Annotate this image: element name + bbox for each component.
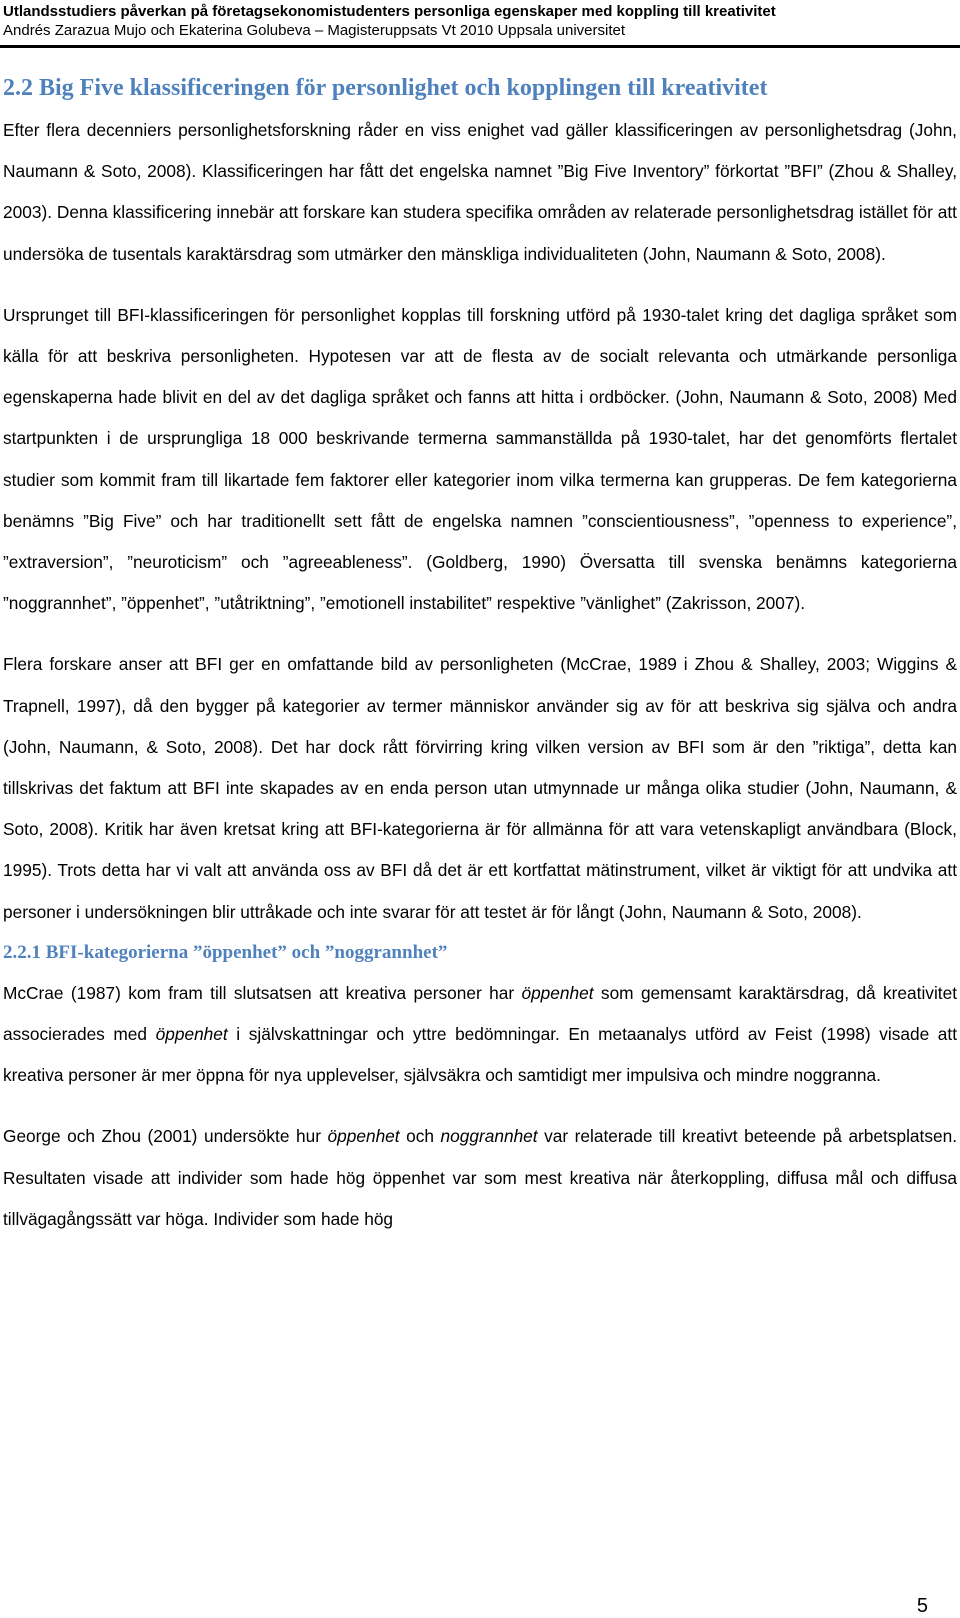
italic-term: noggrannhet: [440, 1126, 538, 1147]
paragraph-spacer: [3, 624, 957, 644]
section-heading: 2.2 Big Five klassificeringen för personlighet och kopplingen till kreativitet: [3, 75, 768, 101]
paragraph-spacer: [3, 1096, 957, 1116]
text-run: och: [399, 1126, 441, 1147]
text-run: George och Zhou (2001) undersökte hur: [3, 1126, 328, 1147]
page-content: [3, 66, 957, 1240]
body-paragraph-2: Ursprunget till BFI-klassificeringen för personlighet kopplas till forskning utförd på 1930-talet kring det dagliga språket som källa för att beskriva personligheten. Hypotesen var att de flesta av de socialt relevanta och utmärkande personliga egenskaperna hade blivit en del av det dagliga språket och fanns att hitta i ordböcker. (John, Naumann & Soto, 2008) Med startpunkten i de ursprungliga 18 000 beskrivande termerna sammanställda på 1930-talet, har det genomförts flertalet studier som kommit fram till likartade fem faktorer eller kategorier inom vilka termerna kan grupperas. De fem kategorierna benämns ”Big Five” och har traditionellt sett fått de engelska namnen ”conscientiousness”, ”openness to experience”, ”extraversion”, ”neuroticism” och ”agreeableness”. (Goldberg, 1990) Översatta till svenska benämns kategorierna ”noggrannhet”, ”öppenhet”, ”utåtriktning”, ”emotionell instabilitet” respektive ”vänlighet” (Zakrisson, 2007).: [3, 304, 957, 614]
body-paragraph-5: [3, 1116, 957, 1240]
header-divider: [0, 45, 960, 48]
subsection-heading: 2.2.1 BFI-kategorierna ”öppenhet” och ”noggrannhet”: [3, 941, 448, 963]
body-paragraph-4: [3, 973, 957, 1097]
text-run: var relaterade till kreativt beteende på arbetsplatsen. Resultaten visade att individer som hade hög öppenhet var som mest kreativa när återkoppling, diffusa mål och diffusa tillvägagångssätt var höga. Individer som hade hög: [3, 1126, 957, 1229]
italic-term: öppenhet: [521, 982, 594, 1003]
header-subtitle: Andrés Zarazua Mujo och Ekaterina Golubeva – Magisteruppsats Vt 2010 Uppsala universitet: [3, 22, 626, 39]
header-title: Utlandsstudiers påverkan på företagsekonomistudenters personliga egenskaper med koppling till kreativitet: [3, 3, 776, 20]
page-number: 5: [916, 1595, 928, 1617]
paragraph-spacer: [3, 275, 957, 295]
italic-term: öppenhet: [327, 1126, 400, 1147]
running-header: [3, 0, 957, 40]
body-paragraph-1: Efter flera decenniers personlighetsforskning råder en viss enighet vad gäller klassificeringen av personlighetsdrag (John, Naumann & Soto, 2008). Klassificeringen har fått det engelska namnet ”Big Five Inventory” förkortat ”BFI” (Zhou & Shalley, 2003). Denna klassificering innebär att forskare kan studera specifika områden av relaterade personlighetsdrag istället för att undersöka de tusentals karaktärsdrag som utmärker den mänskliga individualiteten (John, Naumann & Soto, 2008).: [3, 120, 957, 264]
body-paragraph-3: Flera forskare anser att BFI ger en omfattande bild av personligheten (McCrae, 1989 i Zhou & Shalley, 2003; Wiggins & Trapnell, 1997), då den bygger på kategorier av termer människor använder sig av för att beskriva sig själva och andra (John, Naumann, & Soto, 2008). Det har dock rått förvirring kring vilken version av BFI som är den ”riktiga”, detta kan tillskrivas det faktum att BFI inte skapades av en enda person utan utmynnade ur många olika studier (John, Naumann, & Soto, 2008). Kritik har även kretsat kring att BFI-kategorierna är för allmänna för att vara vetenskapligt användbara (Block, 1995). Trots detta har vi valt att använda oss av BFI då det är ett kortfattat mätinstrument, vilket är viktigt för att undvika att personer i undersökningen blir uttråkade och inte svarar för att testet är för långt (John, Naumann & Soto, 2008).: [3, 654, 957, 922]
text-run: i självskattningar och yttre bedömningar. En metaanalys utförd av Feist (1998) visade att kreativa personer är mer öppna för nya upplevelser, självsäkra och samtidigt mer impulsiva och mindre noggranna.: [3, 1024, 958, 1086]
italic-term: öppenhet: [155, 1024, 228, 1045]
text-run: McCrae (1987) kom fram till slutsatsen att kreativa personer har: [3, 982, 522, 1003]
text-run: som gemensamt karaktärsdrag, då kreativitet associerades med: [3, 982, 957, 1045]
